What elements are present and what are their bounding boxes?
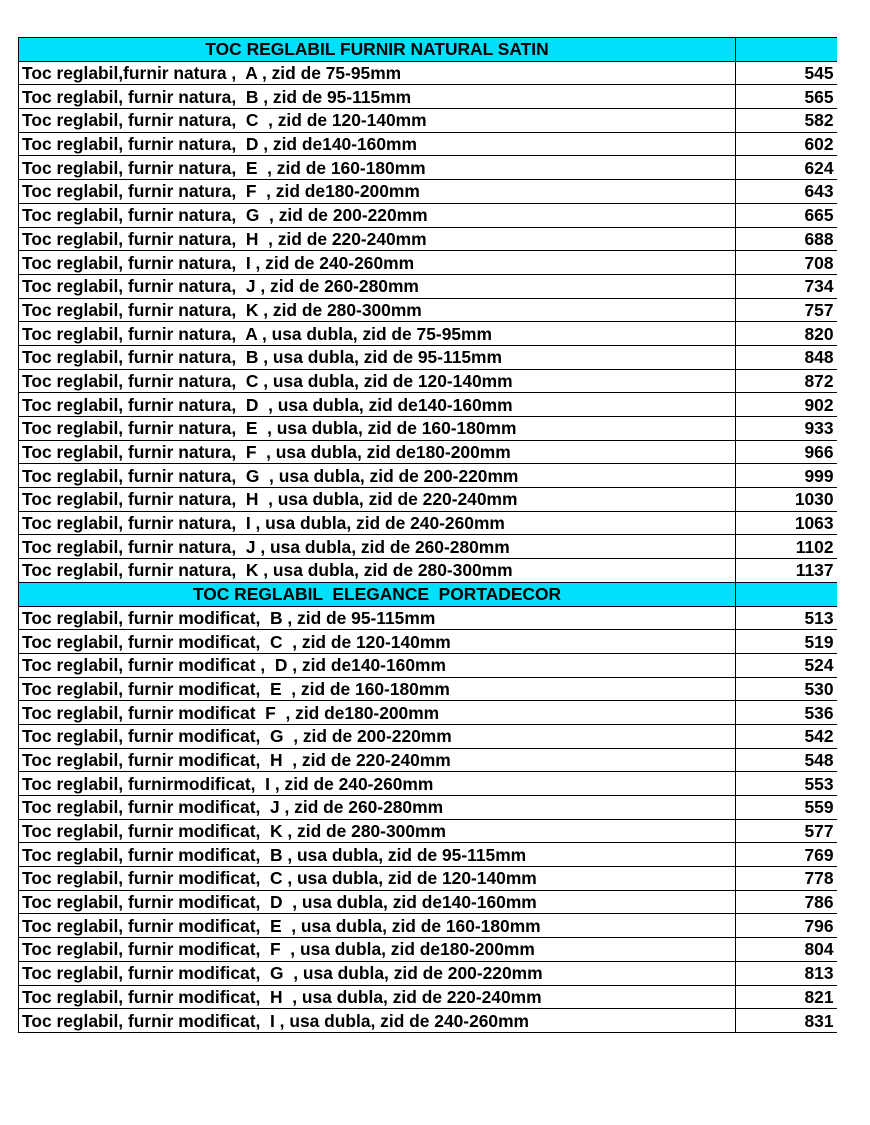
table-row (19, 203, 837, 227)
product-description: Toc reglabil, furnir modificat, B , zid de 95-115mm (19, 606, 736, 630)
product-description: Toc reglabil, furnir modificat, H , zid de 220-240mm (19, 748, 736, 772)
product-description: Toc reglabil, furnir modificat, D , usa dubla, zid de140-160mm (19, 890, 736, 914)
product-price: 545 (736, 61, 837, 85)
product-price: 804 (736, 938, 837, 962)
product-price: 966 (736, 440, 837, 464)
product-description: Toc reglabil, furnir modificat, J , zid de 260-280mm (19, 796, 736, 820)
product-price: 1102 (736, 535, 837, 559)
table-row (19, 535, 837, 559)
product-description: Toc reglabil, furnir modificat, K , zid de 280-300mm (19, 819, 736, 843)
product-description: Toc reglabil, furnirmodificat, I , zid de 240-260mm (19, 772, 736, 796)
product-description: Toc reglabil, furnir modificat, G , zid de 200-220mm (19, 724, 736, 748)
table-row (19, 440, 837, 464)
table-row (19, 938, 837, 962)
product-price: 902 (736, 393, 837, 417)
product-description: Toc reglabil, furnir modificat, C , usa dubla, zid de 120-140mm (19, 867, 736, 891)
product-price: 933 (736, 417, 837, 441)
product-price: 757 (736, 298, 837, 322)
product-price: 688 (736, 227, 837, 251)
table-row (19, 961, 837, 985)
table-row (19, 511, 837, 535)
table-row (19, 298, 837, 322)
price-list-table (18, 37, 837, 1033)
table-row (19, 132, 837, 156)
product-description: Toc reglabil, furnir natura, H , usa dubla, zid de 220-240mm (19, 488, 736, 512)
table-row (19, 1009, 837, 1033)
table-row (19, 61, 837, 85)
product-description: Toc reglabil,furnir natura , A , zid de 75-95mm (19, 61, 736, 85)
product-price: 524 (736, 653, 837, 677)
product-description: Toc reglabil, furnir natura, K , usa dubla, zid de 280-300mm (19, 559, 736, 583)
product-description: Toc reglabil, furnir natura, D , zid de140-160mm (19, 132, 736, 156)
product-price: 821 (736, 985, 837, 1009)
product-price: 602 (736, 132, 837, 156)
product-price: 820 (736, 322, 837, 346)
product-description: Toc reglabil, furnir natura, C , usa dubla, zid de 120-140mm (19, 369, 736, 393)
product-price: 813 (736, 961, 837, 985)
product-price: 553 (736, 772, 837, 796)
product-description: Toc reglabil, furnir natura, D , usa dubla, zid de140-160mm (19, 393, 736, 417)
product-price: 1137 (736, 559, 837, 583)
section-header-row (19, 582, 837, 606)
table-row (19, 606, 837, 630)
product-description: Toc reglabil, furnir natura, G , zid de 200-220mm (19, 203, 736, 227)
product-price: 542 (736, 724, 837, 748)
table-row (19, 180, 837, 204)
table-row (19, 985, 837, 1009)
table-row (19, 701, 837, 725)
product-description: Toc reglabil, furnir natura, J , usa dubla, zid de 260-280mm (19, 535, 736, 559)
product-description: Toc reglabil, furnir modificat, C , zid de 120-140mm (19, 630, 736, 654)
table-row (19, 464, 837, 488)
product-description: Toc reglabil, furnir natura, H , zid de 220-240mm (19, 227, 736, 251)
product-price: 519 (736, 630, 837, 654)
product-price: 530 (736, 677, 837, 701)
price-list-body (19, 38, 837, 1033)
table-row (19, 559, 837, 583)
section-title: TOC REGLABIL ELEGANCE PORTADECOR (19, 582, 736, 606)
table-row (19, 677, 837, 701)
table-row (19, 109, 837, 133)
section-price-cell (736, 582, 837, 606)
table-row (19, 156, 837, 180)
product-description: Toc reglabil, furnir natura, B , usa dubla, zid de 95-115mm (19, 345, 736, 369)
table-row (19, 724, 837, 748)
product-price: 708 (736, 251, 837, 275)
product-price: 536 (736, 701, 837, 725)
product-description: Toc reglabil, furnir modificat F , zid de180-200mm (19, 701, 736, 725)
product-description: Toc reglabil, furnir natura, B , zid de 95-115mm (19, 85, 736, 109)
table-row (19, 890, 837, 914)
table-row (19, 322, 837, 346)
table-row (19, 488, 837, 512)
product-price: 665 (736, 203, 837, 227)
product-description: Toc reglabil, furnir modificat, B , usa dubla, zid de 95-115mm (19, 843, 736, 867)
product-description: Toc reglabil, furnir natura, E , usa dubla, zid de 160-180mm (19, 417, 736, 441)
product-price: 778 (736, 867, 837, 891)
table-row (19, 772, 837, 796)
product-price: 831 (736, 1009, 837, 1033)
product-price: 582 (736, 109, 837, 133)
table-row (19, 843, 837, 867)
section-title: TOC REGLABIL FURNIR NATURAL SATIN (19, 38, 736, 62)
product-description: Toc reglabil, furnir natura, F , usa dubla, zid de180-200mm (19, 440, 736, 464)
table-row (19, 227, 837, 251)
product-price: 734 (736, 274, 837, 298)
product-price: 872 (736, 369, 837, 393)
product-price: 643 (736, 180, 837, 204)
section-price-cell (736, 38, 837, 62)
table-row (19, 630, 837, 654)
product-description: Toc reglabil, furnir modificat, I , usa dubla, zid de 240-260mm (19, 1009, 736, 1033)
product-price: 565 (736, 85, 837, 109)
table-row (19, 417, 837, 441)
product-price: 999 (736, 464, 837, 488)
table-row (19, 796, 837, 820)
table-row (19, 85, 837, 109)
table-row (19, 369, 837, 393)
product-price: 559 (736, 796, 837, 820)
product-description: Toc reglabil, furnir natura, J , zid de 260-280mm (19, 274, 736, 298)
product-description: Toc reglabil, furnir modificat , D , zid de140-160mm (19, 653, 736, 677)
product-description: Toc reglabil, furnir modificat, H , usa dubla, zid de 220-240mm (19, 985, 736, 1009)
section-header-row (19, 38, 837, 62)
product-price: 513 (736, 606, 837, 630)
product-price: 548 (736, 748, 837, 772)
table-row (19, 819, 837, 843)
product-description: Toc reglabil, furnir natura, I , usa dubla, zid de 240-260mm (19, 511, 736, 535)
table-row (19, 393, 837, 417)
table-row (19, 748, 837, 772)
table-row (19, 345, 837, 369)
product-price: 577 (736, 819, 837, 843)
table-row (19, 251, 837, 275)
product-description: Toc reglabil, furnir natura, I , zid de 240-260mm (19, 251, 736, 275)
product-price: 1030 (736, 488, 837, 512)
product-price: 796 (736, 914, 837, 938)
product-description: Toc reglabil, furnir natura, K , zid de 280-300mm (19, 298, 736, 322)
product-description: Toc reglabil, furnir modificat, F , usa dubla, zid de180-200mm (19, 938, 736, 962)
product-description: Toc reglabil, furnir natura, F , zid de180-200mm (19, 180, 736, 204)
table-row (19, 914, 837, 938)
product-price: 786 (736, 890, 837, 914)
product-description: Toc reglabil, furnir modificat, G , usa dubla, zid de 200-220mm (19, 961, 736, 985)
product-price: 1063 (736, 511, 837, 535)
table-row (19, 274, 837, 298)
table-row (19, 653, 837, 677)
product-description: Toc reglabil, furnir natura, C , zid de 120-140mm (19, 109, 736, 133)
product-description: Toc reglabil, furnir natura, E , zid de 160-180mm (19, 156, 736, 180)
product-description: Toc reglabil, furnir modificat, E , usa dubla, zid de 160-180mm (19, 914, 736, 938)
product-price: 624 (736, 156, 837, 180)
product-price: 848 (736, 345, 837, 369)
product-price: 769 (736, 843, 837, 867)
product-description: Toc reglabil, furnir modificat, E , zid de 160-180mm (19, 677, 736, 701)
product-description: Toc reglabil, furnir natura, G , usa dubla, zid de 200-220mm (19, 464, 736, 488)
table-row (19, 867, 837, 891)
product-description: Toc reglabil, furnir natura, A , usa dubla, zid de 75-95mm (19, 322, 736, 346)
